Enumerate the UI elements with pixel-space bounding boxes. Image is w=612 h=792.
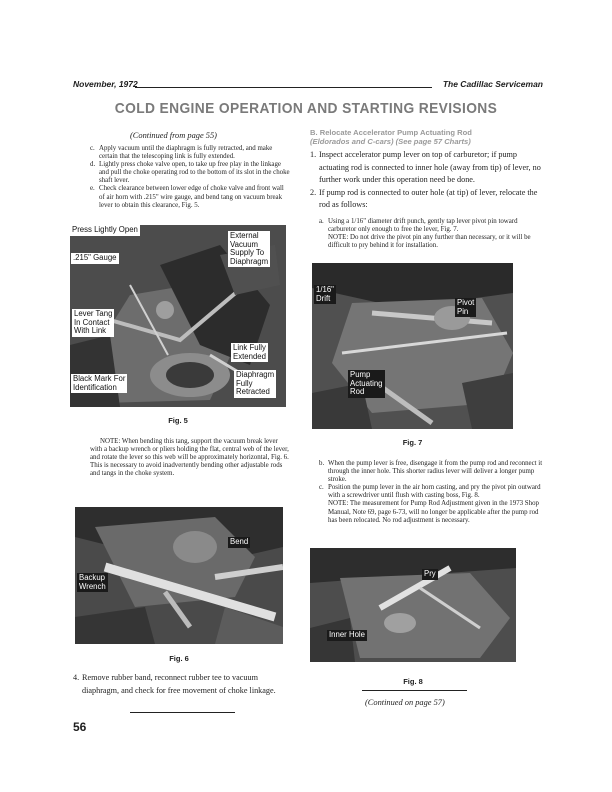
page-title: COLD ENGINE OPERATION AND STARTING REVISIONS	[114, 100, 498, 117]
right-steps	[310, 149, 546, 212]
fig8-caption: Fig. 8	[403, 677, 423, 686]
step-2: 2. If pump rod is connected to outer hole (at tip) of lever, relocate the rod as follows:	[310, 187, 538, 209]
left-step4	[73, 672, 295, 697]
left-end-rule	[130, 712, 235, 713]
label-pry: Pry	[424, 569, 436, 578]
label-link-fully-extended: Link Fully Extended	[233, 343, 266, 361]
label-drift: 1/16" Drift	[316, 285, 334, 303]
header-publication: The Cadillac Serviceman	[442, 79, 543, 89]
page-number: 56	[73, 720, 87, 734]
section-heading: B. Relocate Accelerator Pump Actuating Rod (Eldorados and C-cars) (See page 57 Charts)	[310, 128, 472, 146]
fig6-photo	[75, 507, 283, 644]
substep-a: a. Using a 1/16" diameter drift punch, gently tap lever pivot pin toward carburetor only enough to free the lever, Fig. 7. NOTE: Do not drive the pivot pin any further than necessary, or it will be difficult to pry behind it for installation.	[319, 218, 531, 250]
fig7-photo	[312, 263, 513, 429]
label-inner-hole: Inner Hole	[329, 630, 365, 639]
label-pivot-pin: Pivot Pin	[457, 298, 475, 316]
step-c: c. Apply vacuum until the diaphragm is fully retracted, and make certain that the telescoping link is fully extended.	[90, 145, 273, 161]
fig8-photo	[310, 548, 516, 662]
left-note: NOTE: When bending this tang, support the vacuum break lever with a backup wrench or pliers holding the flat, central web of the lever, and rotate the lever so this web will be approximately horizontal, Fig. 6. This is necessary to avoid inadvertently bending other adjustable rods and tangs in the choke system.	[90, 438, 289, 478]
fig7-illustration	[312, 263, 513, 429]
fig5-caption: Fig. 5	[168, 416, 188, 425]
substep-b: b. When the pump lever is free, disengage it from the pump rod and reconnect it through the inner hole. This shorter radius lever will deliver a longer pump stroke.	[319, 460, 543, 484]
substep-c: c. Position the pump lever in the air horn casting, and pry the pivot pin outward with a screwdriver until flush with casting boss, Fig. 8. NOTE: The measurement for Pump Rod Adjustment given in the 1973 Shop Manual, Note 69, page 6-73, will no longer be applicable after the pump rod has been relocated. No rod adjustment is necessary.	[319, 484, 541, 524]
right-substep-a	[319, 218, 546, 250]
header-date: November, 1972	[73, 79, 138, 89]
label-black-mark: Black Mark For Identification	[73, 374, 126, 392]
fig5-photo	[70, 225, 286, 407]
fig7-caption: Fig. 7	[402, 438, 423, 447]
right-end-rule	[362, 690, 467, 691]
continued-from: (Continued from page 55)	[130, 131, 217, 140]
step-e: e. Check clearance between lower edge of choke valve and front wall of air horn with .215" wire gauge, and bend tang on vacuum break lever to obtain this clearance, Fig. 5.	[90, 185, 284, 209]
step-1: 1. Inspect accelerator pump lever on top of carburetor; if pump actuating rod is connected to inner hole (away from tip) of lever, no further work under this operation need be done.	[310, 150, 541, 184]
substep-a-note: NOTE: Do not drive the pivot pin any further than necessary, or it will be difficult to pry behind it for installation.	[328, 234, 531, 250]
label-lever-tang: Lever Tang In Contact With Link	[74, 309, 113, 336]
fig6-caption: Fig. 6	[169, 654, 189, 663]
label-backup-wrench: Backup Wrench	[79, 573, 106, 591]
fig8-illustration	[310, 548, 516, 662]
label-diaphragm: Diaphragm Fully Retracted	[236, 370, 275, 397]
step-4: 4. Remove rubber band, reconnect rubber tee to vacuum diaphragm, and check for free movement of choke linkage.	[73, 673, 276, 695]
header-rule	[135, 87, 432, 88]
step-d: d. Lightly press choke valve open, to take up free play in the linkage and pull the choke operating rod to the bottom of its slot in the choke shaft lever.	[90, 161, 290, 185]
right-substeps	[319, 460, 546, 525]
left-steps	[90, 145, 290, 210]
label-external-vacuum: External Vacuum Supply To Diaphragm	[230, 231, 269, 266]
label-pump-rod: Pump Actuating Rod	[350, 370, 383, 397]
substep-c-note: NOTE: The measurement for Pump Rod Adjustment given in the 1973 Shop Manual, Note 69, page 6-73, will no longer be applicable after the pump rod has been relocated. No rod adjustment is necessary.	[328, 500, 539, 524]
label-press-lightly-open: Press Lightly Open	[72, 225, 138, 234]
label-bend: Bend	[230, 537, 249, 546]
label-gauge: .215" Gauge	[73, 253, 117, 262]
continued-on: (Continued on page 57)	[365, 698, 445, 707]
